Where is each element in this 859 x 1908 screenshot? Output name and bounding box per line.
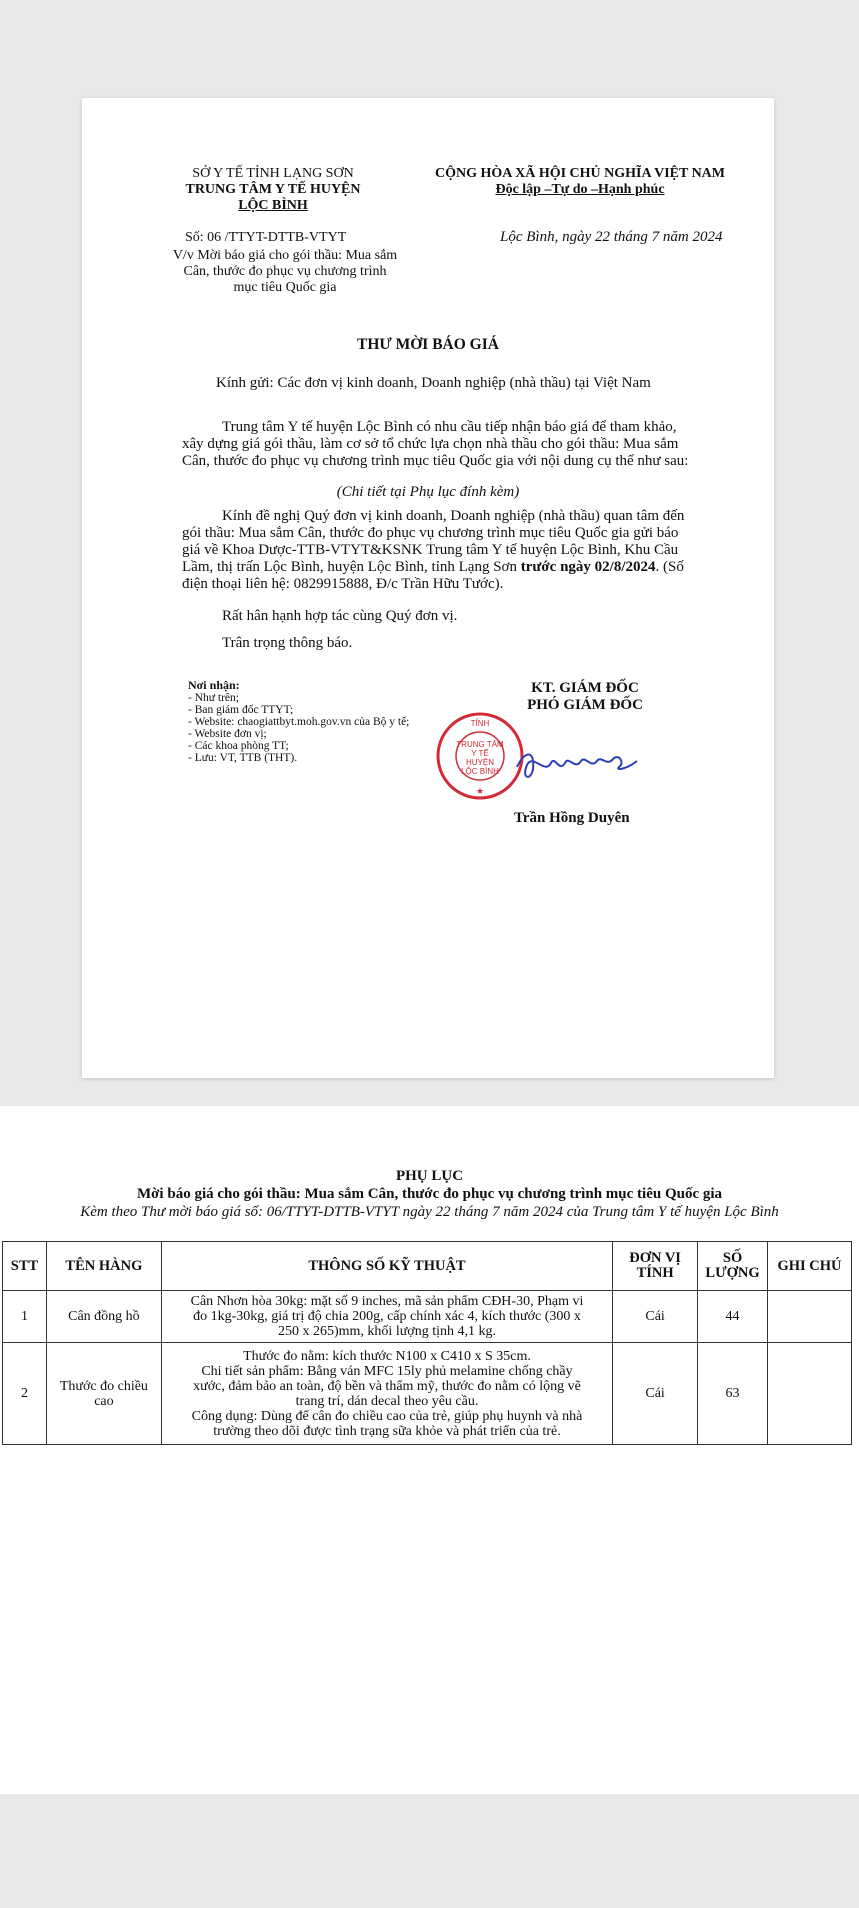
recipient-item: - Lưu: VT, TTB (THT). [188, 752, 298, 764]
recipients-list [188, 692, 409, 764]
closing-cooperation: Rất hân hạnh hợp tác cùng Quý đơn vị. [222, 608, 458, 624]
row-spec [161, 1291, 612, 1343]
row-qty: 44 [698, 1291, 768, 1343]
agency-line2: TRUNG TÂM Y TẾ HUYỆN [185, 182, 361, 197]
recipient-item: - Ban giám đốc TTYT; [188, 704, 294, 716]
appendix-note: (Chi tiết tại Phụ lục đính kèm) [336, 484, 520, 500]
header-unit-l2: TÍNH [636, 1265, 674, 1281]
row-unit: Cái [613, 1291, 698, 1343]
agency-header [168, 166, 378, 214]
stamp-center-1: TRUNG TÂM [456, 740, 504, 749]
para3-line1: Kính đề nghị Quý đơn vị kinh doanh, Doanh nghiệp (nhà thầu) quan tâm đến [222, 508, 685, 524]
spec-line: 250 x 265)mm, khối lượng tịnh 4,1 kg. [277, 1324, 496, 1339]
nation-line1: CỘNG HÒA XÃ HỘI CHỦ NGHĨA VIỆT NAM [434, 166, 725, 181]
header-name: TÊN HÀNG [46, 1242, 161, 1291]
para3-line2: gói thầu: Mua sắm Cân, thước đo phục vụ chương trình mục tiêu Quốc gia gửi báo [182, 525, 679, 541]
recipient-item: - Các khoa phòng TT; [188, 740, 289, 752]
subject-line2: Cân, thước đo phục vụ chương trình [183, 264, 387, 279]
header-qty-l2: LƯỢNG [705, 1265, 760, 1281]
appendix-reference: Kèm theo Thư mời báo giá số: 06/TTYT-DTTB-VTYT ngày 22 tháng 7 năm 2024 của Trung tâm Y tế huyện Lộc Bình [80, 1204, 779, 1220]
document-number: Số: 06 /TTYT-DTTB-VTYT [185, 230, 347, 245]
signer-name: Trần Hồng Duyên [514, 810, 630, 826]
sign-line2: PHÓ GIÁM ĐỐC [527, 697, 643, 713]
sign-line1: KT. GIÁM ĐỐC [531, 680, 639, 696]
para3-line5: điện thoại liên hệ: 0829915888, Đ/c Trần Hữu Tước). [182, 576, 504, 592]
row-unit: Cái [613, 1343, 698, 1445]
svg-text:★: ★ [475, 786, 485, 796]
row-name-line: Thước đo chiều [59, 1378, 148, 1394]
spec-line: Chi tiết sản phẩm: Bằng ván MFC 15ly phủ melamine chống chầy [201, 1363, 573, 1379]
header-qty-l1: SỐ [722, 1250, 743, 1266]
row-qty: 63 [698, 1343, 768, 1445]
para3-line4-tail: . (Số [655, 559, 684, 575]
deadline: trước ngày 02/8/2024 [520, 559, 656, 575]
nation-line2: Độc lập –Tự do –Hạnh phúc [495, 182, 665, 197]
row-name [46, 1343, 161, 1445]
header-spec: THÔNG SỐ KỸ THUẬT [161, 1242, 612, 1291]
appendix-title: PHỤ LỤC [395, 1168, 464, 1184]
agency-line1: SỞ Y TẾ TỈNH LẠNG SƠN [192, 166, 354, 181]
subject-line3: mục tiêu Quốc gia [233, 280, 337, 295]
row-note [768, 1343, 852, 1445]
spec-line: đo 1kg-30kg, giá trị độ chia 200g, cấp chính xác 4, kích thước (300 x [193, 1309, 581, 1324]
header-unit [613, 1242, 698, 1291]
appendix-table [2, 1241, 852, 1445]
national-header [410, 166, 750, 198]
paragraph-request [182, 419, 724, 470]
header-stt: STT [3, 1242, 47, 1291]
spec-line: trường theo dõi được tình trạng sữa khỏe và phát triển của trẻ. [213, 1423, 561, 1439]
row-stt: 2 [3, 1343, 47, 1445]
recipient-item: - Website: chaogiattbyt.moh.gov.vn của Bộ y tế; [188, 716, 410, 728]
stamp-center-2: Y TẾ [471, 749, 489, 758]
table-row [3, 1343, 852, 1445]
official-seal-icon [436, 712, 524, 800]
stamp-center-4: LỘC BÌNH [461, 767, 499, 776]
signature-icon [515, 745, 640, 785]
recipients-block [188, 678, 409, 764]
closing-notice: Trân trọng thông báo. [222, 635, 353, 651]
agency-line3: LỘC BÌNH [238, 198, 308, 213]
table-row [3, 1291, 852, 1343]
appendix-subtitle: Mời báo giá cho gói thầu: Mua sắm Cân, thước đo phục vụ chương trình mục tiêu Quốc gia [136, 1186, 723, 1202]
spec-line: Cân Nhơn hòa 30kg: mặt số 9 inches, mã sản phẩm CĐH-30, Phạm vi [190, 1294, 584, 1309]
signature-title [500, 680, 670, 714]
spec-line: Thước đo nằm: kích thước N100 x C410 x S 35cm. [243, 1348, 531, 1364]
recipient-item: - Website đơn vị; [188, 728, 267, 740]
para1-line1: Trung tâm Y tế huyện Lộc Bình có nhu cầu tiếp nhận báo giá để tham khảo, [222, 419, 677, 435]
place-date: Lộc Bình, ngày 22 tháng 7 năm 2024 [500, 229, 723, 245]
header-qty [698, 1242, 768, 1291]
para1-line2: xây dựng giá gói thầu, làm cơ sở tổ chức lựa chọn nhà thầu cho gói thầu: Mua sắm [182, 436, 679, 452]
para1-line3: Cân, thước đo phục vụ chương trình mục tiêu Quốc gia với nội dung cụ thể như sau: [182, 453, 689, 469]
header-note: GHI CHÚ [768, 1242, 852, 1291]
row-name-line: cao [94, 1393, 114, 1409]
stamp-center-3: HUYỆN [465, 758, 495, 767]
para3-line4 [182, 559, 724, 576]
letter-title: THƯ MỜI BÁO GIÁ [357, 336, 499, 353]
paragraph-invitation [182, 508, 724, 593]
para3-line4-text: Lầm, thị trấn Lộc Bình, huyện Lộc Bình, tỉnh Lạng Sơn [182, 559, 521, 575]
header-unit-l1: ĐƠN VỊ [629, 1250, 681, 1266]
subject-block [160, 248, 410, 296]
table-header-row [3, 1242, 852, 1291]
spec-line: xước, đảm bảo an toàn, độ bền và thẩm mỹ, thước đo nằm có lộng vẽ [193, 1378, 581, 1394]
row-note [768, 1291, 852, 1343]
row-stt: 1 [3, 1291, 47, 1343]
stamp-top-text: TỈNH [470, 719, 490, 728]
subject-line1: V/v Mời báo giá cho gói thầu: Mua sắm [172, 248, 398, 263]
greeting: Kính gửi: Các đơn vị kinh doanh, Doanh nghiệp (nhà thầu) tại Việt Nam [216, 375, 651, 391]
row-name: Cân đồng hồ [46, 1291, 161, 1343]
spec-line: trang trí, dán decal theo yêu cầu. [295, 1393, 479, 1409]
spec-line: Công dụng: Dùng để cân đo chiều cao của trẻ, giúp phụ huynh và nhà [191, 1408, 583, 1424]
recipients-label: Nơi nhận: [188, 678, 240, 692]
recipient-item: - Như trên; [188, 692, 239, 704]
row-spec [161, 1343, 612, 1445]
para3-line3: giá về Khoa Dược-TTB-VTYT&KSNK Trung tâm Y tế huyện Lộc Bình, Khu Cầu [182, 542, 679, 558]
